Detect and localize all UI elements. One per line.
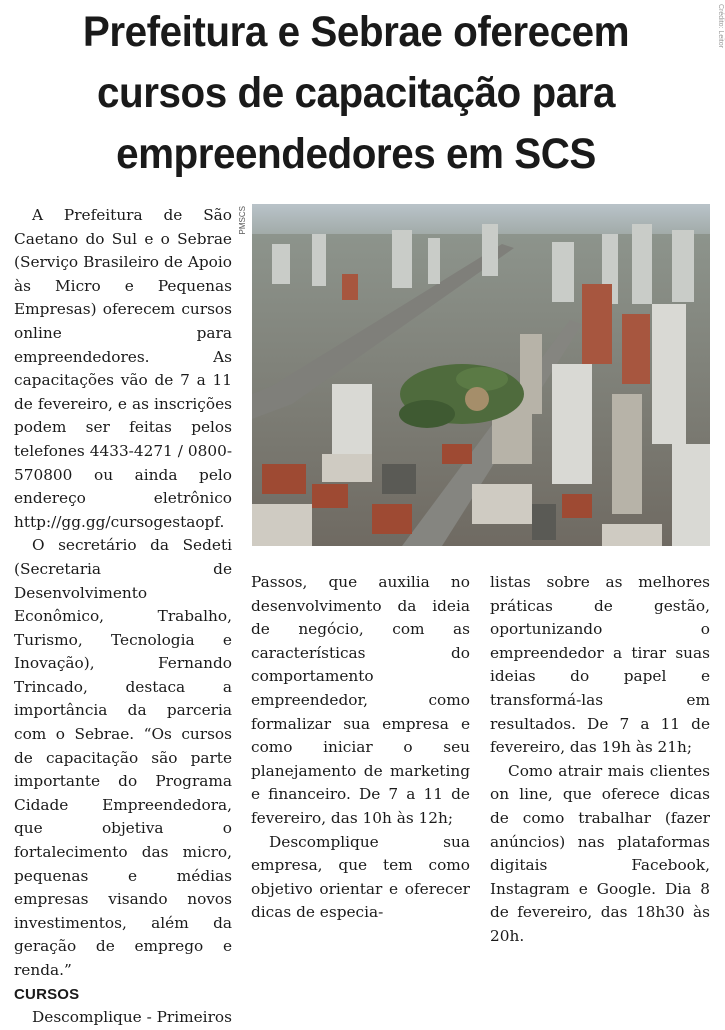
aerial-city-photo xyxy=(252,204,710,546)
headline-line-1: Prefeitura e Sebrae oferecem xyxy=(82,8,630,56)
paragraph-course-2-cont: listas sobre as melhores práticas de gestão, oportunizando o empreendedor a tirar suas ideias do papel e transformá-las em resultados. De 7 a 11 de fevereiro, das 19h às 21h; xyxy=(490,573,710,757)
paragraph-course-1-cont: Passos, que auxilia no desenvolvimento da ideia de negócio, com as características do comportamento empreendedor, como formalizar sua empresa e como iniciar o seu planejamento de marketing e financeiro. De 7 a 11 de fevereiro, das 10h às 12h; xyxy=(251,573,470,827)
article-column-2 xyxy=(251,571,470,925)
headline xyxy=(27,2,685,185)
section-heading-cursos: CURSOS xyxy=(14,985,80,1003)
paragraph-course-2: Descomplique sua empresa, que tem como objetivo orientar e oferecer dicas de especia- xyxy=(251,832,470,922)
paragraph-secretary-quote: O secretário da Sedeti (Secretaria de Desenvolvimento Econômico, Trabalho, Turismo, Tecnologia e Inovação), Fernando Trincado, destaca a importância da parceria com o Sebrae. “Os cursos de capacitação são parte importante do Programa Cidade Empreendedora, que objetiva o fortalecimento das micro, pequenas e médias empresas visando novos investimentos, além da geração de emprego e renda.” xyxy=(14,536,232,979)
photo-credit: PMSCS xyxy=(238,206,247,235)
paragraph-intro: A Prefeitura de São Caetano do Sul e o Sebrae (Serviço Brasileiro de Apoio às Micro e Pequenas Empresas) oferecem cursos online para empreendedores. As capacitações vão de 7 a 11 de fevereiro, e as inscrições podem ser feitas pelos telefones 4433-4271 / 0800-570800 ou ainda pelo endereço eletrônico http://gg.gg/cursogestaopf. xyxy=(14,206,232,531)
article-column-3 xyxy=(490,571,710,949)
paragraph-course-1-start: Descomplique - Primeiros xyxy=(32,1008,232,1027)
aerial-city-view-icon xyxy=(252,204,710,546)
paragraph-course-3: Como atrair mais clientes on line, que oferece dicas de como trabalhar (fazer anúncios) nas plataformas digitais Facebook, Instagram e Google. Dia 8 de fevereiro, das 18h30 às 20h. xyxy=(490,761,710,945)
article-column-1 xyxy=(14,204,232,1030)
headline-line-2: cursos de capacitação para xyxy=(97,69,615,117)
side-credit: Crédito: Leitor xyxy=(717,4,724,48)
headline-line-3: empreendedores em SCS xyxy=(116,130,596,178)
